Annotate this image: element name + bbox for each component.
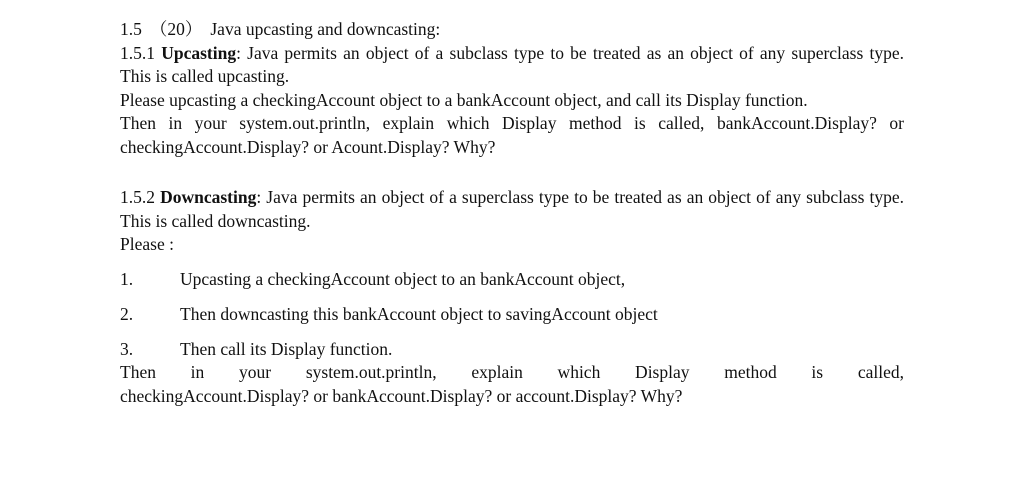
list-item	[120, 338, 904, 362]
section-spacer	[120, 159, 904, 186]
list-item	[120, 303, 904, 327]
section-number: 1.5	[120, 19, 142, 39]
upcasting-definition	[120, 42, 904, 89]
list-item-number: 3.	[120, 338, 134, 359]
downcasting-please: Please :	[120, 234, 174, 254]
downcasting-steps	[120, 268, 904, 362]
downcasting-number: 1.5.2	[120, 187, 155, 207]
list-item-text: Then call its Display function.	[180, 338, 393, 359]
downcasting-question-line-2: checkingAccount.Display? or bankAccount.Display? or account.Display? Why?	[120, 385, 683, 406]
list-item-number: 2.	[120, 303, 134, 324]
list-item-number: 1.	[120, 268, 134, 289]
document-body	[120, 18, 904, 408]
downcasting-term: Downcasting	[160, 187, 257, 207]
section-title: Java upcasting and downcasting:	[210, 19, 441, 39]
upcasting-question: Then in your system.out.println, explain which Display method is called, bankAccount.Display? or checkingAccount.Display? or Acount.Display? Why?	[120, 113, 904, 157]
list-item	[120, 268, 904, 292]
list-item-text: Then downcasting this bankAccount object to savingAccount object	[180, 303, 658, 324]
downcasting-definition	[120, 186, 904, 233]
downcasting-question-line-1: Then in your system.out.println, explain which Display method is called,	[120, 362, 904, 382]
upcasting-term: Upcasting	[161, 42, 237, 63]
section-heading	[120, 18, 904, 42]
downcasting-definition-text: : Java permits an object of a superclass type to be treated as an object of any subclass type. This is called downcasting.	[120, 187, 905, 231]
upcasting-instruction: Please upcasting a checkingAccount object to a bankAccount object, and call its Display function.	[120, 89, 808, 110]
list-item-text: Upcasting a checkingAccount object to an bankAccount object,	[180, 268, 626, 289]
section-points: （20）	[149, 19, 203, 39]
upcasting-number: 1.5.1	[120, 42, 155, 63]
upcasting-definition-text: : Java permits an object of a subclass type to be treated as an object of any superclass type. This is called upcasting.	[120, 42, 905, 86]
